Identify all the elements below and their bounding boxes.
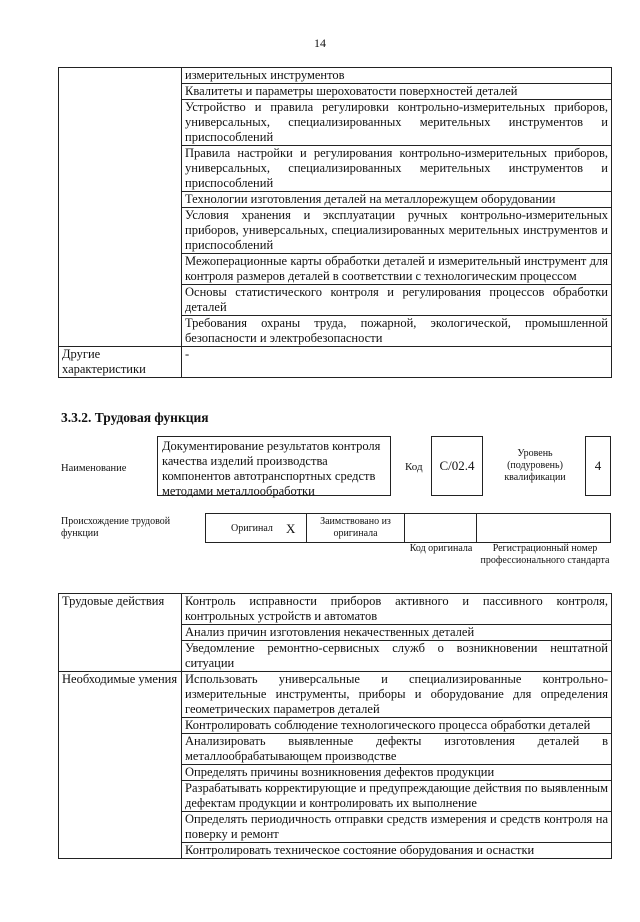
table-cell: Определять причины возникновения дефектов продукции <box>182 765 612 781</box>
function-name: Документирование результатов контроля качества изделий производства компонентов автотранспортных средств методами металлообработки <box>157 436 391 496</box>
table-cell: Требования охраны труда, пожарной, экологической, промышленной безопасности и электробезопасности <box>182 316 612 347</box>
table-row <box>59 594 612 625</box>
bottom-table <box>58 593 612 859</box>
top-table <box>58 67 612 378</box>
origin-label: Происхождение трудовой функции <box>61 516 171 539</box>
table-cell: Контролировать соблюдение технологического процесса обработки деталей <box>182 718 612 734</box>
group-label: Необходимые умения <box>59 672 182 859</box>
table-cell: Условия хранения и эксплуатации ручных контрольно-измерительных приборов, универсальных, специализированных мерительных инструментов и приспособлений <box>182 208 612 254</box>
table-row <box>59 672 612 718</box>
borrowed-cell: Заимствовано из оригинала <box>306 513 405 543</box>
original-cell <box>205 513 307 543</box>
table-cell: Правила настройки и регулирования контрольно-измерительных приборов, универсальных, специализированных мерительных инструментов и приспособлений <box>182 146 612 192</box>
table-cell: Межоперационные карты обработки деталей и измерительный инструмент для контроля размеров деталей в соответствии с технологическим процессом <box>182 254 612 285</box>
original-label: Оригинал <box>231 523 273 534</box>
table-cell: Контроль исправности приборов активного и пассивного контроля, контрольных устройств и автоматов <box>182 594 612 625</box>
original-mark: X <box>286 521 296 536</box>
table-cell: Использовать универсальные и специализированные контрольно-измерительные инструменты, приборы и оборудование для определения геометрических параметров деталей <box>182 672 612 718</box>
table-cell: Технологии изготовления деталей на металлорежущем оборудовании <box>182 192 612 208</box>
name-label: Наименование <box>61 463 127 474</box>
level-label: Уровень (подуровень) квалификации <box>504 448 566 483</box>
reg-number-caption: Регистрационный номер профессионального стандарта <box>480 543 610 566</box>
code-value: С/02.4 <box>431 436 483 496</box>
code-label: Код <box>405 461 423 473</box>
table-cell-left: Другие характеристики <box>59 347 182 378</box>
group-label: Трудовые действия <box>59 594 182 672</box>
origin-code-cell <box>404 513 477 543</box>
table-row <box>59 347 612 378</box>
table-row <box>59 68 612 84</box>
table-cell: Устройство и правила регулировки контрольно-измерительных приборов, универсальных, специализированных мерительных инструментов и приспособлений <box>182 100 612 146</box>
origin-code-caption: Код оригинала <box>409 543 473 554</box>
table-cell: Основы статистического контроля и регулирования процессов обработки деталей <box>182 285 612 316</box>
section-title: 3.3.2. Трудовая функция <box>61 410 209 425</box>
table-cell: измерительных инструментов <box>182 68 612 84</box>
table-cell: Уведомление ремонтно-сервисных служб о возникновении нештатной ситуации <box>182 641 612 672</box>
table-cell-left <box>59 68 182 347</box>
level-value: 4 <box>585 436 611 496</box>
page-number: 14 <box>314 36 326 50</box>
table-cell: Анализ причин изготовления некачественных деталей <box>182 625 612 641</box>
table-cell: - <box>182 347 612 378</box>
table-cell: Контролировать техническое состояние оборудования и оснастки <box>182 843 612 859</box>
reg-number-cell <box>476 513 611 543</box>
table-cell: Квалитеты и параметры шероховатости поверхностей деталей <box>182 84 612 100</box>
table-cell: Разрабатывать корректирующие и предупреждающие действия по выявленным дефектам продукции и контролировать их выполнение <box>182 781 612 812</box>
table-cell: Анализировать выявленные дефекты изготовления деталей в металлообрабатывающем производстве <box>182 734 612 765</box>
table-cell: Определять периодичность отправки средств измерения и средств контроля на поверку и ремонт <box>182 812 612 843</box>
